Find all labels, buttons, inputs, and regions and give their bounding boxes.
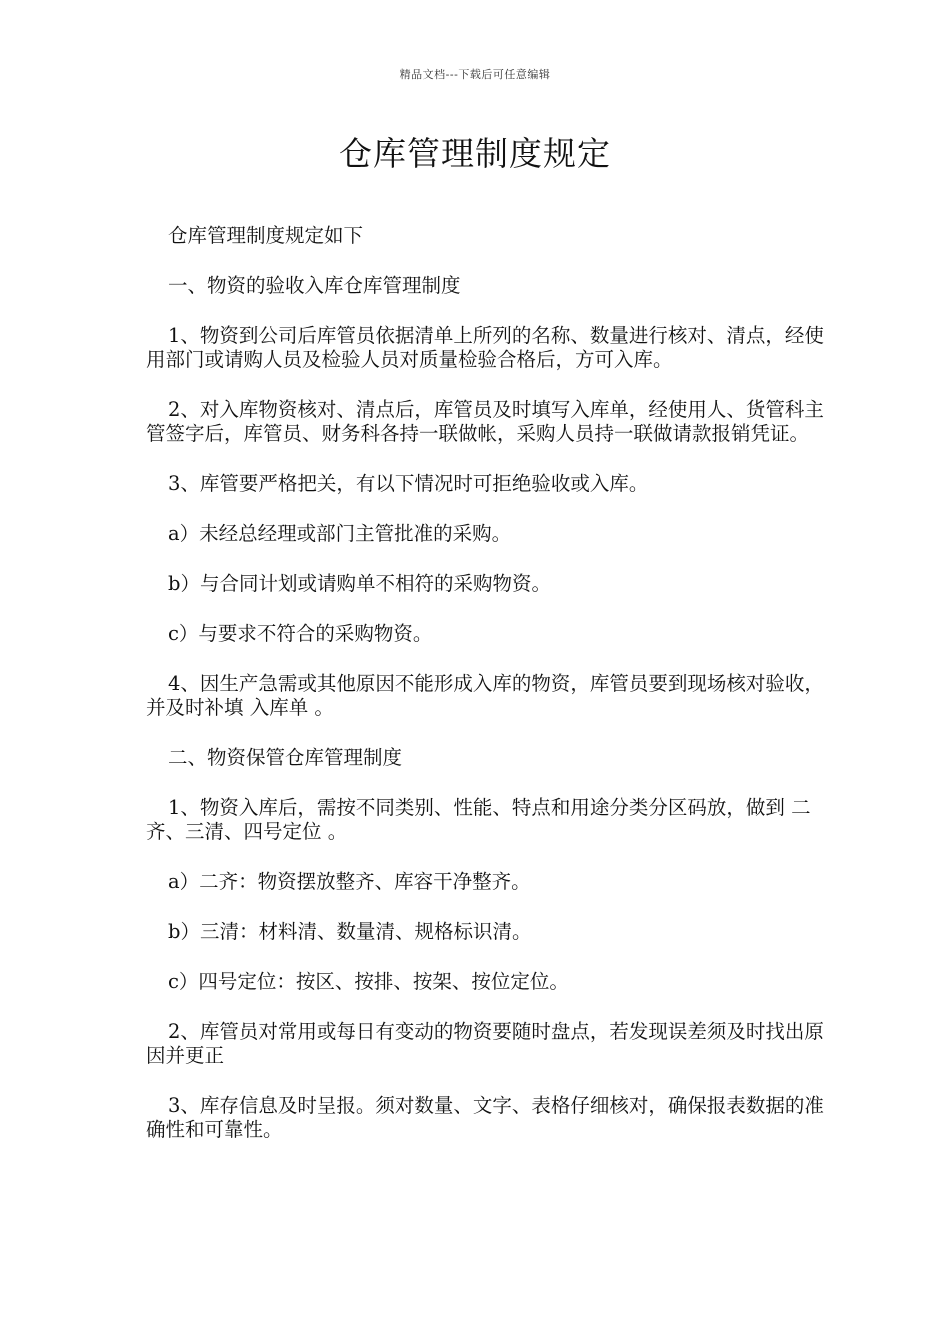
- paragraph-1-3: 3、库管要严格把关，有以下情况时可拒绝验收或入库。: [168, 472, 649, 495]
- list-item-1-3-c: c）与要求不符合的采购物资。: [168, 622, 433, 645]
- paragraph-2-2: 2、库管员对常用或每日有变动的物资要随时盘点，若发现误差须及时找出原因并更正: [146, 1020, 824, 1067]
- paragraph-1-4: 4、因生产急需或其他原因不能形成入库的物资，库管员要到现场核对验收，并及时补填 入库单 。: [146, 672, 824, 719]
- paragraph-2-1: 1、物资入库后，需按不同类别、性能、特点和用途分类分区码放，做到 二齐、三清、四号定位 。: [146, 796, 811, 843]
- list-item-2-1-a: a）二齐：物资摆放整齐、库容干净整齐。: [168, 870, 531, 893]
- document-body: [146, 224, 830, 1168]
- list-item-2-1-c: c）四号定位：按区、按排、按架、按位定位。: [168, 970, 569, 993]
- section-heading-2: 二、物资保管仓库管理制度: [168, 746, 403, 769]
- section-heading-1: 一、物资的验收入库仓库管理制度: [168, 274, 461, 297]
- list-item-1-3-b: b）与合同计划或请购单不相符的采购物资。: [168, 572, 551, 595]
- header-note: 精品文档---下载后可任意编辑: [399, 68, 551, 81]
- list-item-2-1-b: b）三清：材料清、数量清、规格标识清。: [168, 920, 532, 943]
- paragraph-1-1: 1、物资到公司后库管员依据清单上所列的名称、数量进行核对、清点，经使用部门或请购人员及检验人员对质量检验合格后，方可入库。: [146, 324, 824, 371]
- list-item-1-3-a: a）未经总经理或部门主管批准的采购。: [168, 522, 512, 545]
- paragraph-2-3: 3、库存信息及时呈报。须对数量、文字、表格仔细核对，确保报表数据的准确性和可靠性。: [146, 1094, 824, 1141]
- document-title: 仓库管理制度规定: [339, 134, 611, 173]
- paragraph-1-2: 2、对入库物资核对、清点后，库管员及时填写入库单，经使用人、货管科主管签字后，库管员、财务科各持一联做帐，采购人员持一联做请款报销凭证。: [146, 398, 824, 445]
- intro-paragraph: 仓库管理制度规定如下: [168, 224, 364, 247]
